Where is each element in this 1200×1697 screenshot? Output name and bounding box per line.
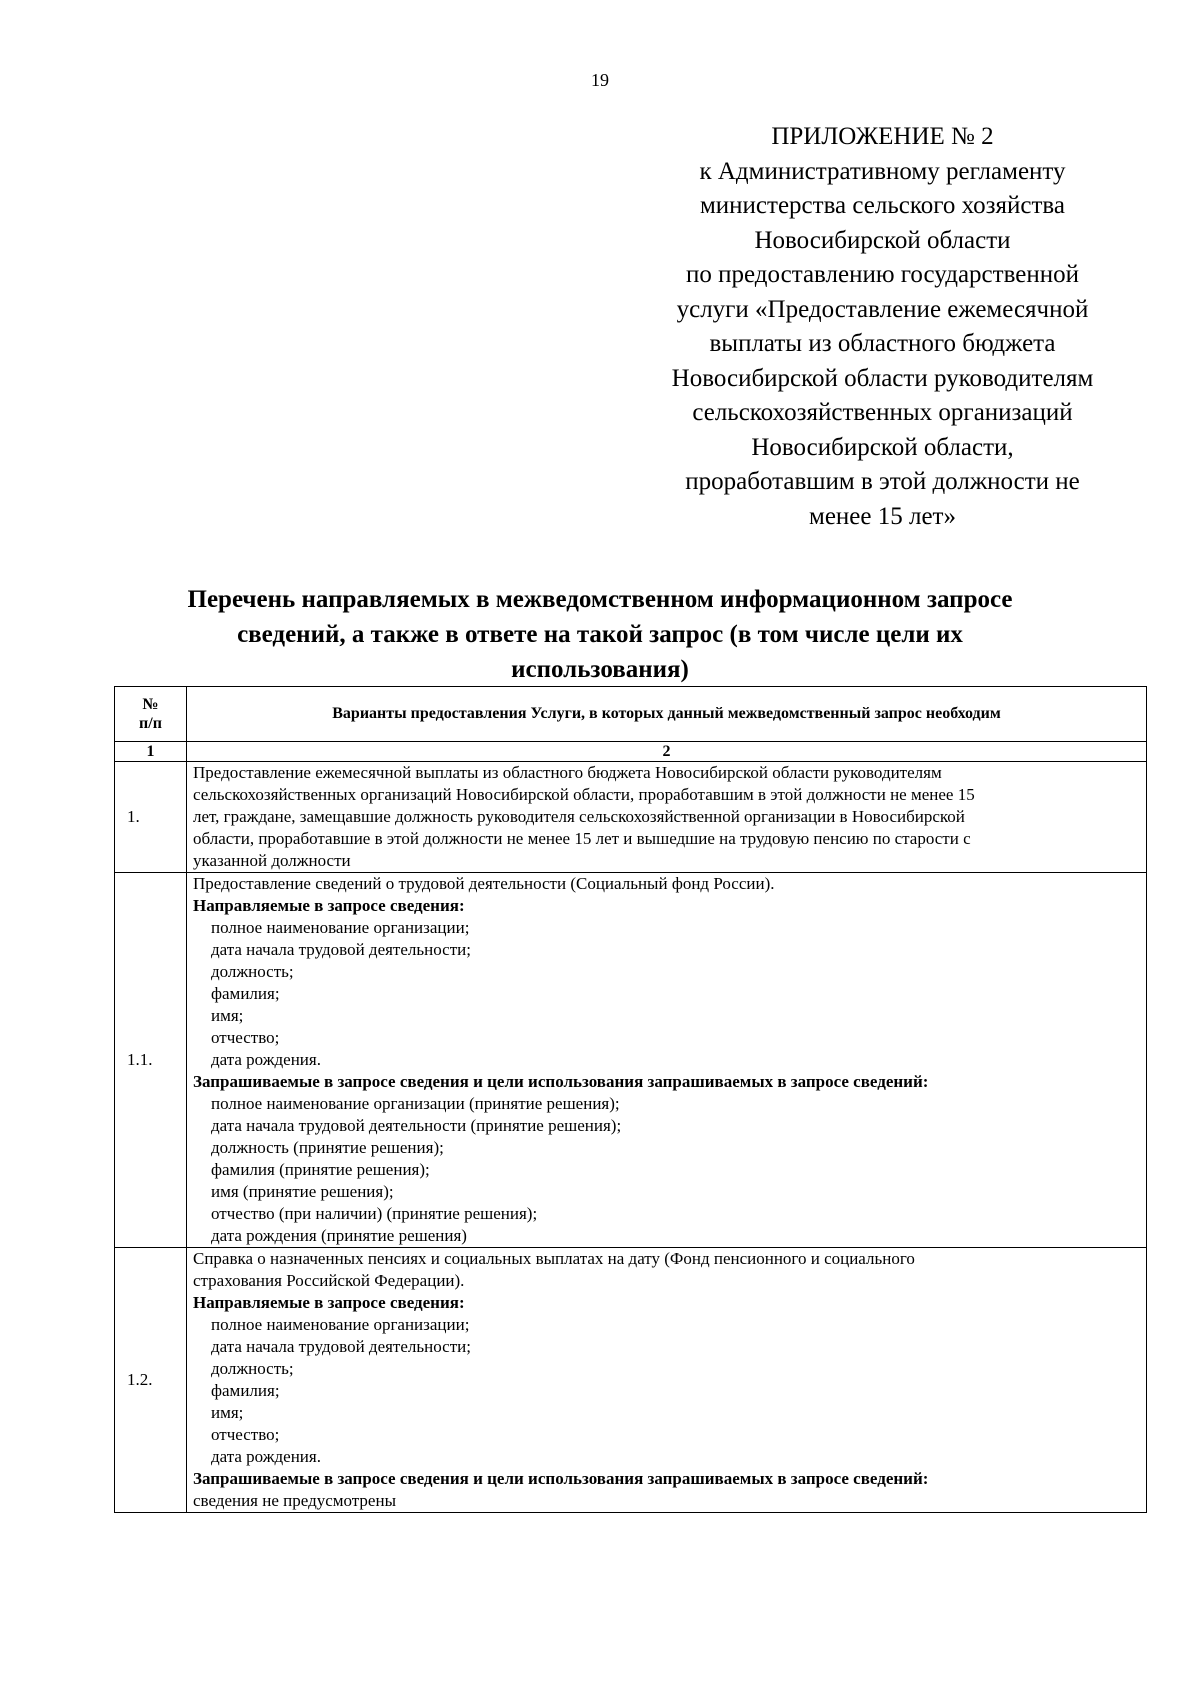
row-intro: Предоставление сведений о трудовой деятельности (Социальный фонд России). bbox=[193, 874, 775, 893]
row-number: 1. bbox=[115, 762, 187, 873]
title-line: сведений, а также в ответе на такой запрос (в том числе цели их bbox=[237, 621, 963, 648]
appendix-line: проработавшим в этой должности не bbox=[685, 468, 1080, 495]
row-content bbox=[187, 873, 1147, 1248]
appendix-line: к Административному регламенту bbox=[699, 157, 1066, 185]
column-number: 2 bbox=[187, 742, 1147, 762]
sent-item: имя; bbox=[211, 1006, 244, 1025]
page-number: 19 bbox=[591, 70, 609, 90]
requested-info-heading: Запрашиваемые в запросе сведения и цели использования запрашиваемых в запросе сведений: bbox=[193, 1469, 929, 1488]
sent-item: дата начала трудовой деятельности; bbox=[211, 940, 471, 959]
sent-item: дата рождения. bbox=[211, 1447, 321, 1466]
appendix-line: менее 15 лет» bbox=[809, 502, 956, 530]
appendix-line: Новосибирской области bbox=[754, 226, 1011, 254]
row-number: 1.2. bbox=[115, 1248, 187, 1513]
sent-item: полное наименование организации; bbox=[211, 1315, 470, 1334]
sent-item: фамилия; bbox=[211, 984, 280, 1003]
sent-item: дата начала трудовой деятельности; bbox=[211, 1337, 471, 1356]
requested-info-text: сведения не предусмотрены bbox=[193, 1491, 396, 1510]
requests-table bbox=[114, 686, 1147, 1513]
sent-item: полное наименование организации; bbox=[211, 918, 470, 937]
row-text-line: Предоставление ежемесячной выплаты из областного бюджета Новосибирской области руководителям bbox=[193, 763, 942, 782]
header-number-symbol: № bbox=[142, 696, 159, 713]
column-number: 1 bbox=[115, 742, 187, 762]
requested-item: полное наименование организации (принятие решения); bbox=[211, 1094, 620, 1113]
requested-item: имя (принятие решения); bbox=[211, 1182, 394, 1201]
row-intro: Справка о назначенных пенсиях и социальных выплатах на дату (Фонд пенсионного и социального bbox=[193, 1249, 915, 1268]
requested-info-heading: Запрашиваемые в запросе сведения и цели использования запрашиваемых в запросе сведений: bbox=[193, 1072, 929, 1091]
appendix-header bbox=[630, 120, 1135, 534]
table-header-row bbox=[115, 687, 1147, 742]
sent-item: должность; bbox=[211, 962, 294, 981]
row-content bbox=[187, 762, 1147, 873]
row-text-line: указанной должности bbox=[193, 851, 351, 870]
title-line: использования) bbox=[511, 656, 689, 683]
document-title bbox=[120, 582, 1080, 687]
requested-item: дата начала трудовой деятельности (принятие решения); bbox=[211, 1116, 622, 1135]
sent-item: дата рождения. bbox=[211, 1050, 321, 1069]
appendix-line: министерства сельского хозяйства bbox=[699, 192, 1066, 219]
sent-info-heading: Направляемые в запросе сведения: bbox=[193, 1293, 465, 1312]
requested-item: должность (принятие решения); bbox=[211, 1138, 444, 1157]
table-row bbox=[115, 873, 1147, 1248]
appendix-line: сельскохозяйственных организаций bbox=[692, 399, 1073, 426]
row-content bbox=[187, 1248, 1147, 1513]
row-text-line: сельскохозяйственных организаций Новосибирской области, проработавшим в этой должности не менее 15 bbox=[193, 785, 975, 804]
appendix-line: ПРИЛОЖЕНИЕ № 2 bbox=[771, 123, 994, 150]
requested-item: дата рождения (принятие решения) bbox=[211, 1226, 467, 1245]
row-text-line: лет, граждане, замещавшие должность руководителя сельскохозяйственной организации в Новосибирской bbox=[193, 807, 965, 826]
header-number-cell bbox=[115, 687, 187, 742]
sent-item: должность; bbox=[211, 1359, 294, 1378]
sent-item: отчество; bbox=[211, 1425, 280, 1444]
sent-item: отчество; bbox=[211, 1028, 280, 1047]
table-row bbox=[115, 762, 1147, 873]
row-intro: страхования Российской Федерации). bbox=[193, 1271, 465, 1290]
sent-info-heading: Направляемые в запросе сведения: bbox=[193, 896, 465, 915]
requested-item: отчество (при наличии) (принятие решения); bbox=[211, 1204, 538, 1223]
appendix-line: Новосибирской области, bbox=[751, 433, 1014, 461]
table-row bbox=[115, 1248, 1147, 1513]
appendix-line: услуги «Предоставление ежемесячной bbox=[676, 295, 1089, 323]
appendix-line: по предоставлению государственной bbox=[686, 261, 1079, 288]
requested-item: фамилия (принятие решения); bbox=[211, 1160, 430, 1179]
sent-item: фамилия; bbox=[211, 1381, 280, 1400]
sent-item: имя; bbox=[211, 1403, 244, 1422]
appendix-line: выплаты из областного бюджета bbox=[709, 330, 1056, 357]
row-text-line: области, проработавшие в этой должности не менее 15 лет и вышедшие на трудовую пенсию по старости с bbox=[193, 829, 971, 848]
header-number-abbr: п/п bbox=[139, 715, 162, 732]
row-number: 1.1. bbox=[115, 873, 187, 1248]
title-line: Перечень направляемых в межведомственном информационном запросе bbox=[187, 586, 1013, 613]
column-numbers-row bbox=[115, 742, 1147, 762]
appendix-line: Новосибирской области руководителям bbox=[671, 364, 1094, 392]
header-variants-cell: Варианты предоставления Услуги, в которых данный межведомственный запрос необходим bbox=[187, 687, 1147, 742]
